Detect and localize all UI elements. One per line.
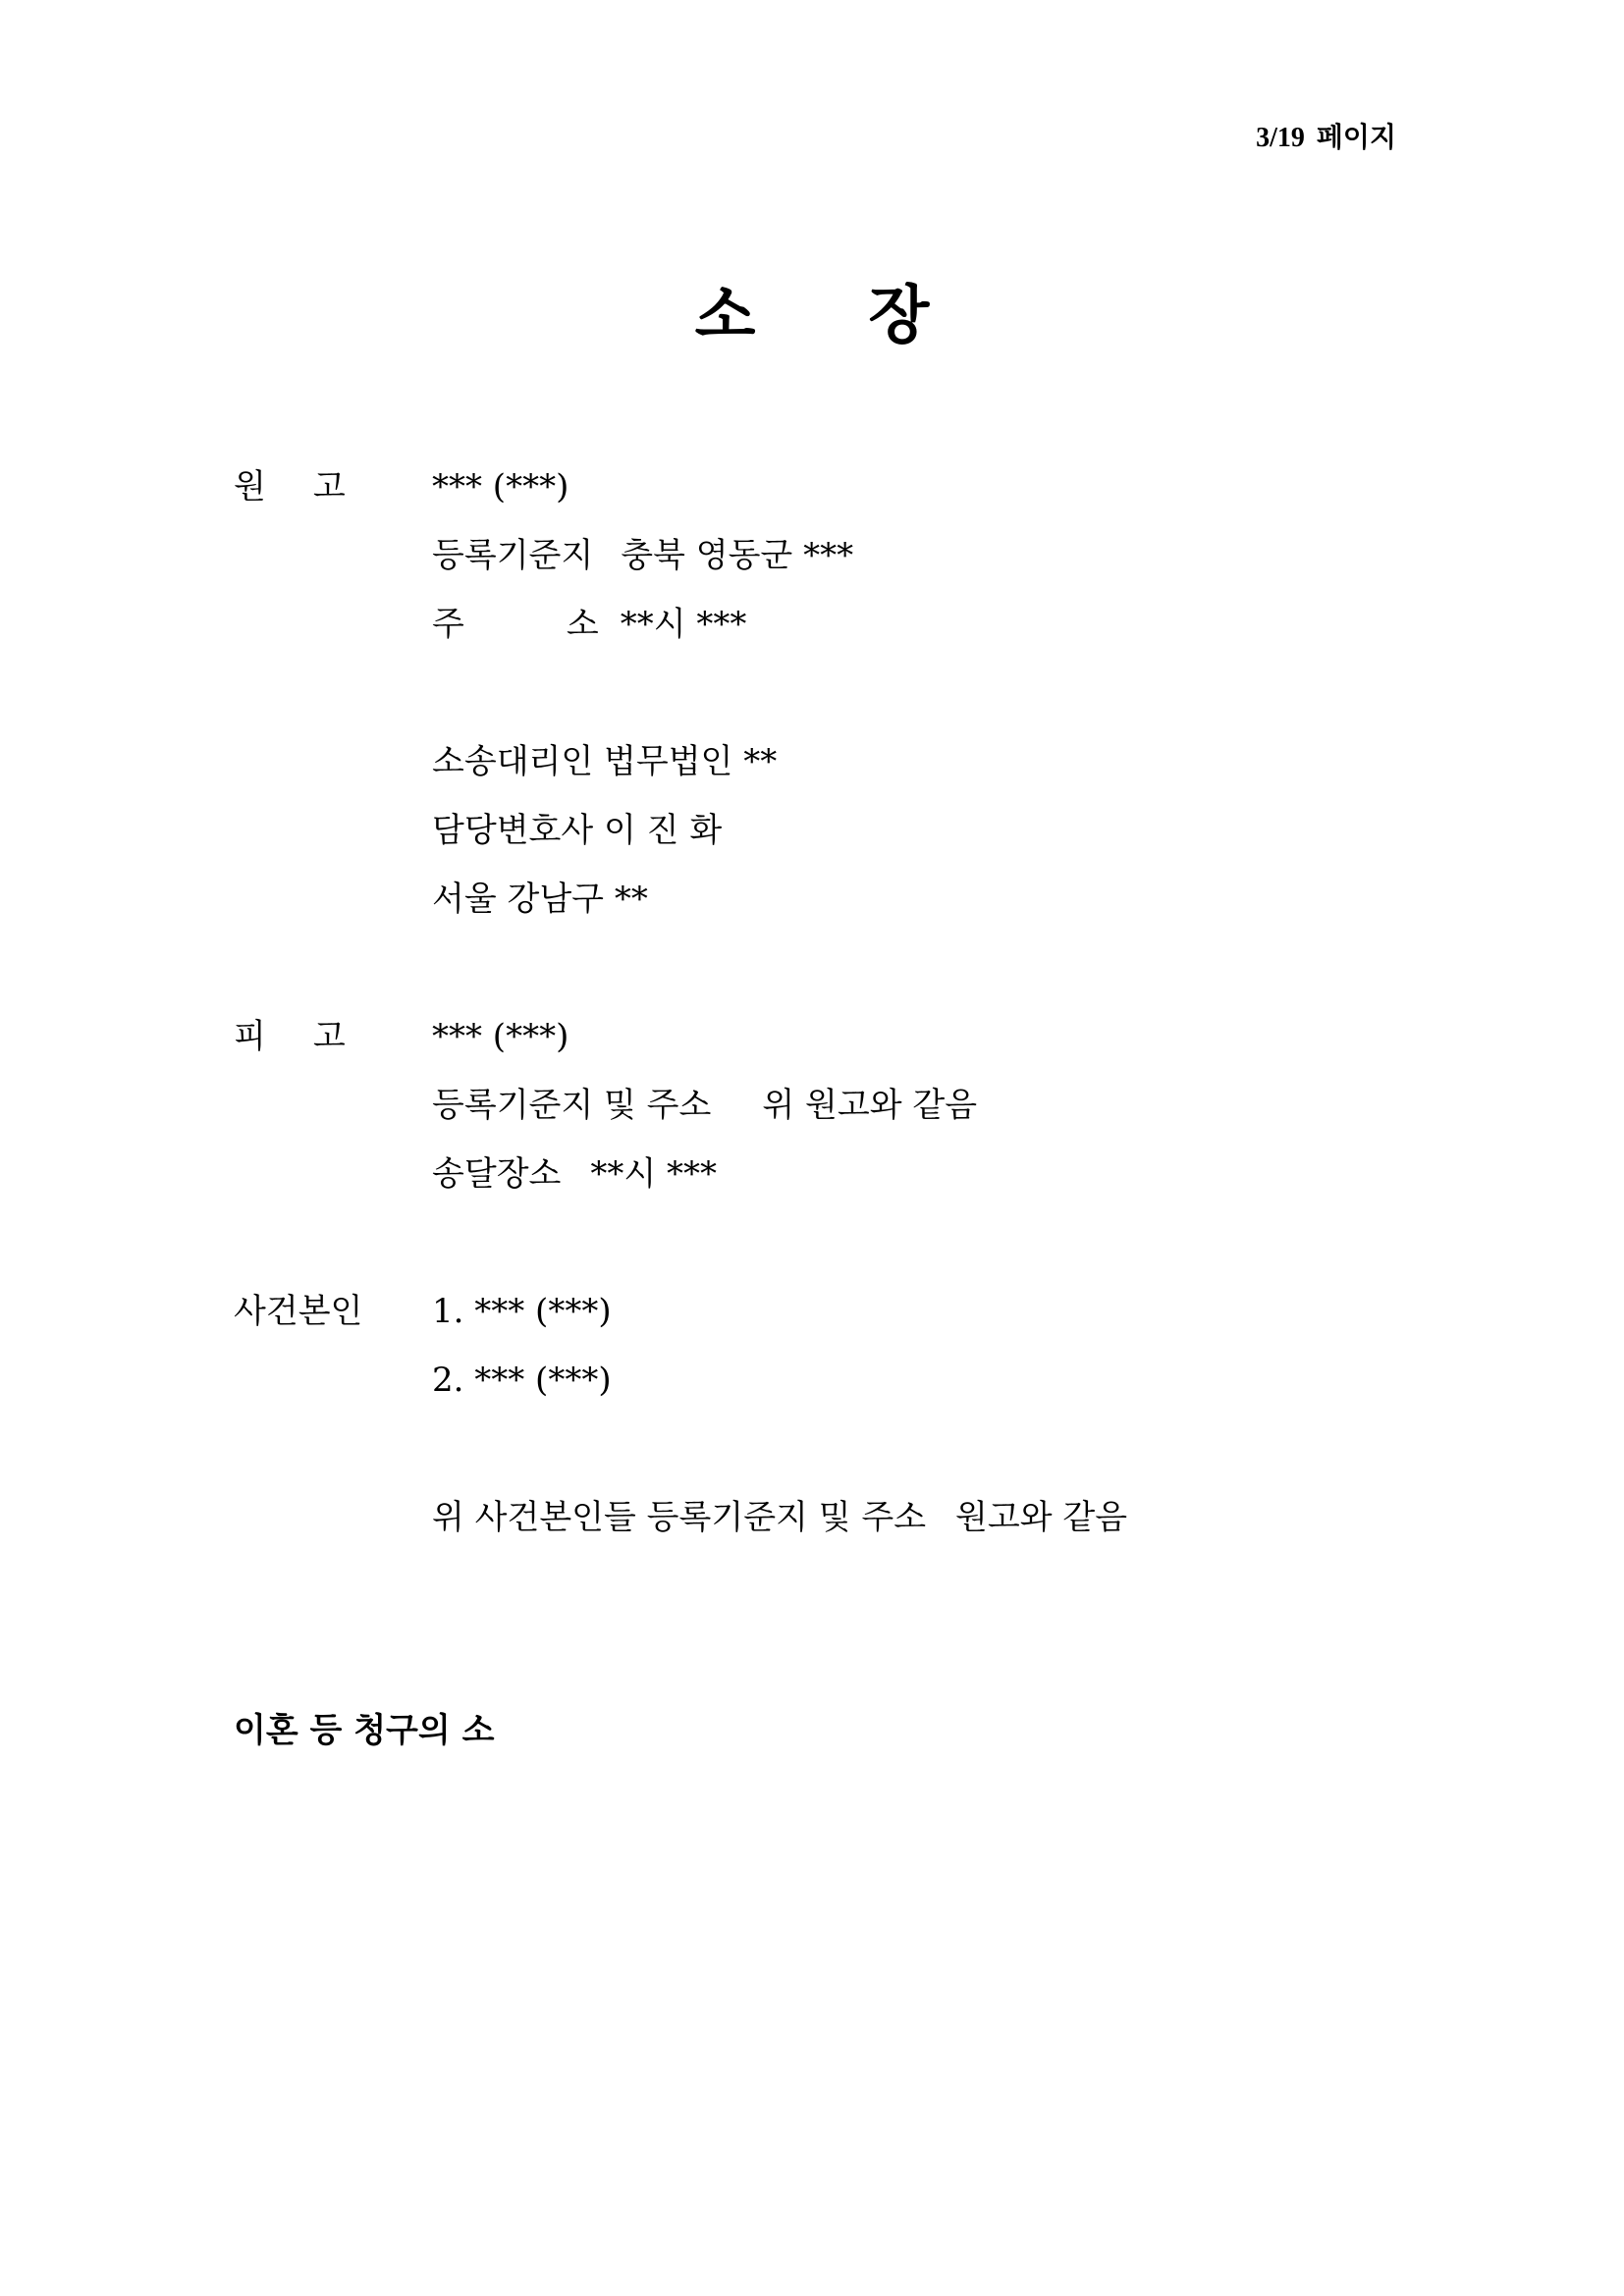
document-title [0,265,1624,355]
principals-note [432,1498,1127,1537]
plaintiff-addr-label-char-1: 주 [432,605,464,644]
plaintiff-addr-value: **시 *** [620,605,747,644]
case-title: 이혼 등 청구의 소 [234,1711,495,1750]
plaintiff-label [234,467,346,507]
counsel-address: 서울 강남구 ** [432,880,648,919]
counsel-line: 소송대리인 법무법인 ** [432,742,778,781]
defendant-service-label: 송달장소 [432,1154,562,1194]
defendant-service-value: **시 *** [590,1154,718,1194]
defendant-service-address [432,1154,717,1194]
plaintiff-name: *** (***) [432,467,569,507]
page-number-current: 3/19 [1256,123,1305,153]
defendant-name: *** (***) [432,1017,569,1056]
principals-note-value: 원고와 같음 [955,1498,1128,1537]
defendant-label-char-1: 피 [234,1017,266,1056]
defendant-reg-label: 등록기준지 및 주소 [432,1086,712,1125]
attorney-line: 담당변호사 이 진 화 [432,811,723,850]
plaintiff-address [432,605,746,644]
plaintiff-reg-value: 충북 영동군 *** [621,536,854,575]
defendant-label [234,1017,346,1056]
principals-label: 사건본인 [234,1292,363,1331]
page-number-suffix: 페이지 [1316,123,1396,153]
defendant-registration [432,1086,977,1125]
plaintiff-label-char-2: 고 [312,467,346,507]
page-number [1256,116,1396,155]
principal-item-1: 1. *** (***) [432,1292,612,1331]
defendant-reg-value: 위 원고와 같음 [762,1086,978,1125]
title-char-1: 소 [694,280,756,352]
principal-item-2: 2. *** (***) [432,1361,612,1400]
defendant-label-char-2: 고 [312,1017,346,1056]
plaintiff-reg-label: 등록기준지 [432,536,594,575]
plaintiff-registration [432,536,853,575]
principals-note-prefix: 위 사건본인들 등록기준지 및 주소 [432,1498,927,1537]
plaintiff-addr-label-char-2: 소 [566,605,599,644]
title-char-2: 장 [868,280,930,352]
plaintiff-label-char-1: 원 [234,467,266,507]
